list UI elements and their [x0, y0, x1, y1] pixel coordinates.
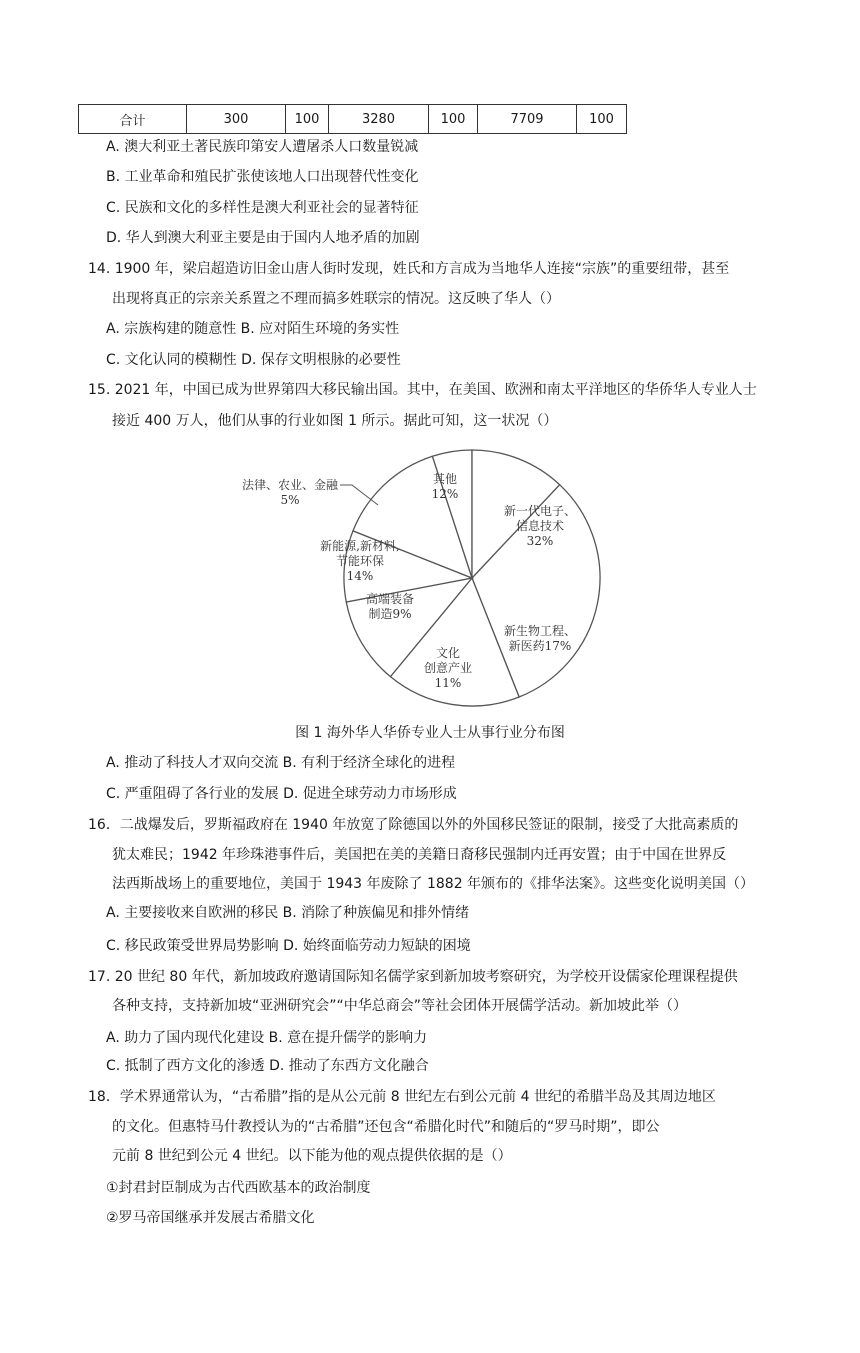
pie-slice-label: 其他 — [432, 472, 458, 486]
q15-stem-line2: 接近 400 万人，他们从事的行业如图 1 所示。据此可知，这一状况（） — [112, 413, 558, 429]
table-cell: 3280 — [329, 105, 429, 134]
pie-slice-label: 高端装备 — [365, 592, 415, 606]
pie-slice-label: 新能源,新材料, — [320, 539, 400, 553]
q15-stem-line1: 15. 2021 年，中国已成为世界第四大移民输出国。其中，在美国、欧洲和南太平洋地区的华侨华人专业人士 — [88, 382, 757, 398]
q18-stem-line1: 18．学术界通常认为，“古希腊”指的是从公元前 8 世纪左右到公元前 4 世纪的希腊半岛及其周边地区 — [88, 1089, 716, 1105]
q14-options-ab: A. 宗族构建的随意性 B. 应对陌生环境的务实性 — [106, 321, 400, 337]
industry-pie-chart — [240, 445, 610, 715]
pie-slice-label: 创意产业 — [423, 661, 473, 675]
pie-slice-label: 32% — [526, 534, 554, 548]
pie-slice-label: 14% — [346, 569, 374, 583]
table-cell: 100 — [429, 105, 478, 134]
pie-slice-label: 11% — [434, 676, 462, 690]
q13-option-c: C. 民族和文化的多样性是澳大利亚社会的显著特征 — [106, 200, 419, 216]
q13-option-a: A. 澳大利亚土著民族印第安人遭屠杀人口数量锐减 — [106, 139, 419, 155]
pie-slice-label: 制造9% — [368, 607, 412, 621]
pie-slice-label: 文化 — [435, 646, 461, 660]
table-cell: 300 — [187, 105, 286, 134]
table-row-total — [79, 105, 627, 134]
q17-stem-line1: 17. 20 世纪 80 年代，新加坡政府邀请国际知名儒学家到新加坡考察研究，为学校开设儒家伦理课程提供 — [88, 969, 738, 985]
table-cell: 7709 — [478, 105, 577, 134]
q14-stem-line1: 14. 1900 年，梁启超造访旧金山唐人街时发现，姓氏和方言成为当地华人连接“宗族”的重要纽带，甚至 — [88, 261, 730, 277]
q13-option-b: B. 工业革命和殖民扩张使该地人口出现替代性变化 — [106, 169, 419, 185]
pie-slice-label: 新生物工程、 — [503, 624, 577, 638]
pie-slice-label: 节能环保 — [335, 554, 385, 568]
q16-options-cd: C. 移民政策受世界局势影响 D. 始终面临劳动力短缺的困境 — [106, 938, 471, 954]
pie-slice-label: 12% — [431, 487, 459, 501]
q14-options-cd: C. 文化认同的模糊性 D. 保存文明根脉的必要性 — [106, 352, 401, 368]
q16-stem-line1: 16．二战爆发后，罗斯福政府在 1940 年放宽了除德国以外的外国移民签证的限制，接受了大批高素质的 — [88, 817, 739, 833]
pie-slice-label: 新医药17% — [508, 639, 572, 653]
q18-stem-line3: 元前 8 世纪到公元 4 世纪。以下能为他的观点提供依据的是（） — [112, 1148, 512, 1164]
q16-options-ab: A. 主要接收来自欧洲的移民 B. 消除了种族偏见和排外情绪 — [106, 905, 470, 921]
q14-stem-line2: 出现将真正的宗亲关系置之不理而搞多姓联宗的情况。这反映了华人（） — [112, 291, 560, 307]
q17-stem-line2: 各种支持，支持新加坡“亚洲研究会”“中华总商会”等社会团体开展儒学活动。新加坡此举（） — [112, 998, 688, 1014]
q18-item-1: ①封君封臣制成为古代西欧基本的政治制度 — [106, 1180, 371, 1196]
q17-options-ab: A. 助力了国内现代化建设 B. 意在提升儒学的影响力 — [106, 1030, 428, 1046]
pie-slice-label: 法律、农业、金融 — [241, 478, 339, 492]
table-cell: 100 — [577, 105, 627, 134]
q18-item-2: ②罗马帝国继承并发展古希腊文化 — [106, 1210, 315, 1226]
q18-stem-line2: 的文化。但惠特马什教授认为的“古希腊”还包含“希腊化时代”和随后的“罗马时期”，即公 — [112, 1119, 660, 1135]
q16-stem-line3: 法西斯战场上的重要地位，美国于 1943 年废除了 1882 年颁布的《排华法案》。这些变化说明美国（） — [112, 876, 755, 892]
pie-slice-label: 新一代电子、 — [503, 504, 577, 518]
q13-option-d: D. 华人到澳大利亚主要是由于国内人地矛盾的加剧 — [106, 230, 420, 246]
figure-caption: 图 1 海外华人华侨专业人士从事行业分布图 — [295, 725, 565, 741]
table-cell: 合计 — [79, 105, 187, 134]
q16-stem-line2: 犹太难民；1942 年珍珠港事件后，美国把在美的美籍日裔移民强制内迁再安置；由于中国在世界反 — [112, 847, 727, 863]
q15-options-ab: A. 推动了科技人才双向交流 B. 有利于经济全球化的进程 — [106, 755, 456, 771]
population-table — [78, 104, 627, 134]
table-cell: 100 — [286, 105, 329, 134]
pie-slice-label: 信息技术 — [515, 519, 565, 533]
q15-options-cd: C. 严重阻碍了各行业的发展 D. 促进全球劳动力市场形成 — [106, 786, 457, 802]
pie-slice-label: 5% — [280, 493, 300, 507]
q17-options-cd: C. 抵制了西方文化的渗透 D. 推动了东西方文化融合 — [106, 1058, 429, 1074]
